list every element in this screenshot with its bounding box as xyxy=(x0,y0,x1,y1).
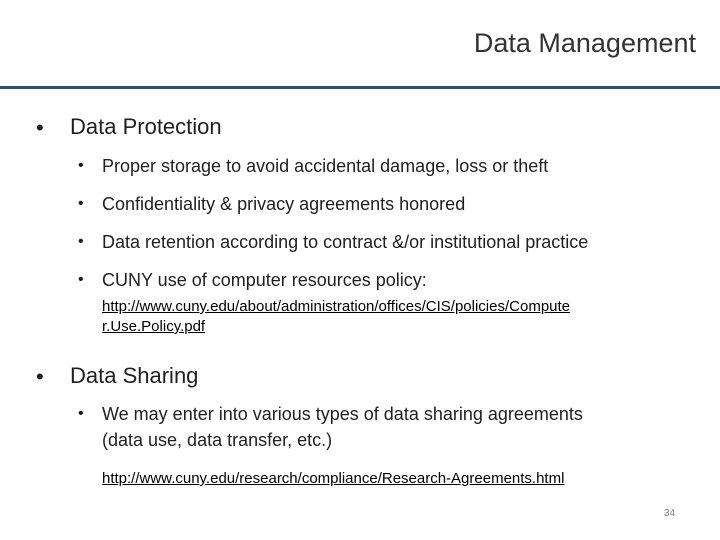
policy-link-continued[interactable]: r.Use.Policy.pdf xyxy=(102,318,206,335)
policy-link[interactable]: http://www.cuny.edu/about/administration/offices/CIS/policies/Compute xyxy=(102,298,571,315)
bullet-icon: • xyxy=(78,271,84,288)
title-divider xyxy=(0,86,720,89)
page-number: 34 xyxy=(664,508,676,519)
section-heading-data-protection: Data Protection xyxy=(70,114,222,139)
list-item: We may enter into various types of data sharing agreements xyxy=(102,404,583,424)
bullet-icon: • xyxy=(78,233,84,250)
list-item: Confidentiality & privacy agreements honored xyxy=(102,194,466,214)
list-item: Data retention according to contract &/or institutional practice xyxy=(102,232,589,252)
list-item-continued: (data use, data transfer, etc.) xyxy=(102,430,333,450)
bullet-icon: • xyxy=(36,115,44,140)
bullet-icon: • xyxy=(78,405,84,422)
bullet-icon: • xyxy=(36,364,44,389)
list-item: Proper storage to avoid accidental damage, loss or theft xyxy=(102,156,549,176)
bullet-icon: • xyxy=(78,195,84,212)
list-item: CUNY use of computer resources policy: xyxy=(102,270,427,290)
section-heading-data-sharing: Data Sharing xyxy=(70,363,199,388)
slide-title: Data Management xyxy=(473,28,696,58)
bullet-icon: • xyxy=(78,157,84,174)
research-agreements-link[interactable]: http://www.cuny.edu/research/compliance/Research-Agreements.html xyxy=(102,470,565,487)
